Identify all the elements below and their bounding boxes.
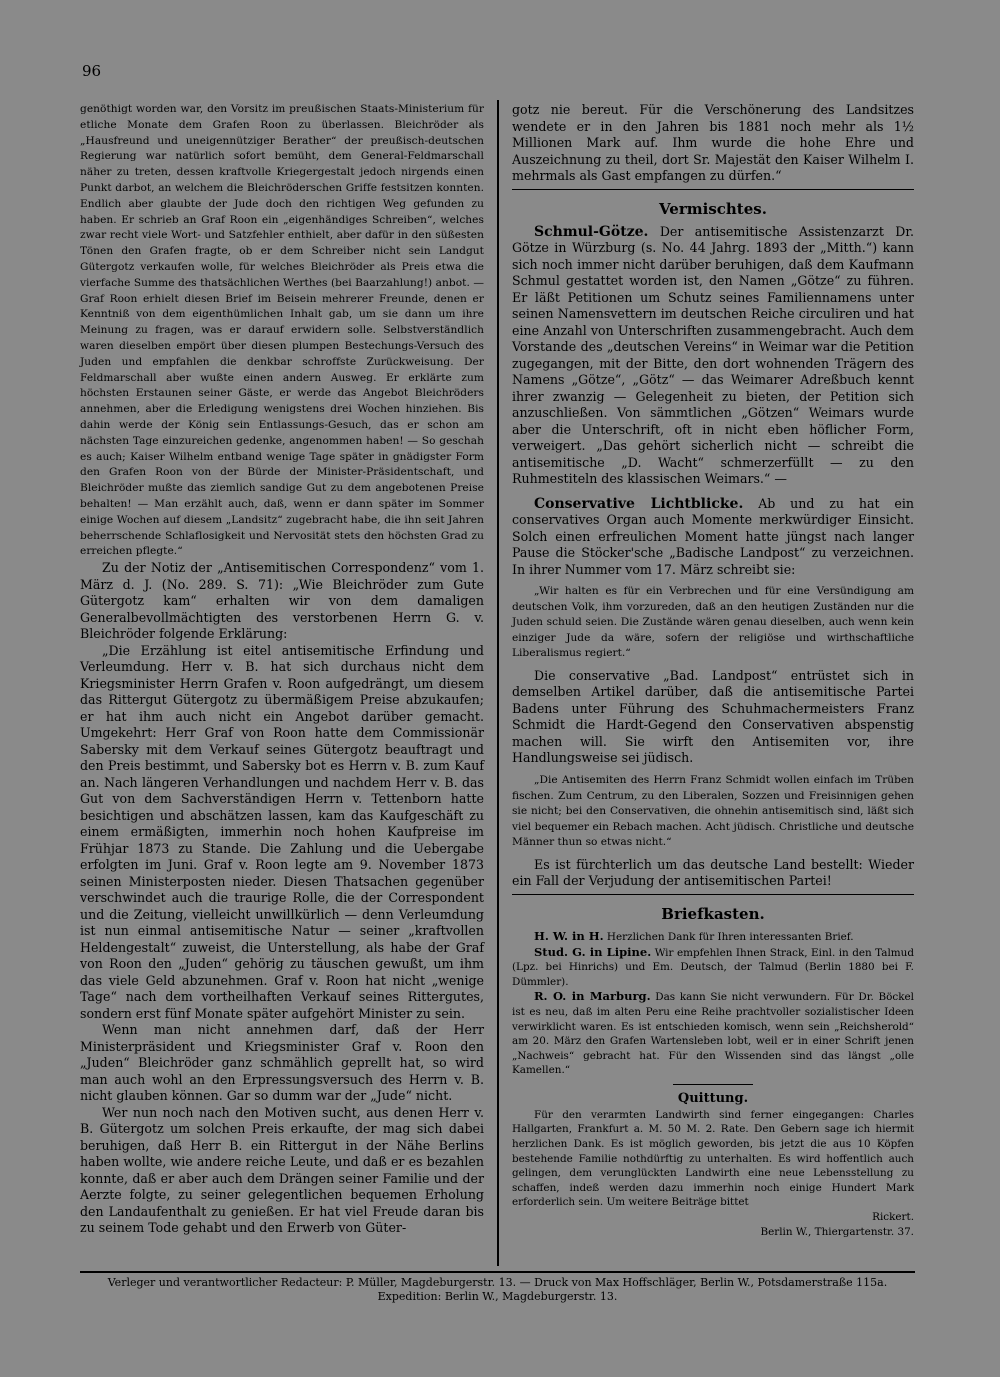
- section-rule: [512, 189, 914, 190]
- quotation: „Die Antisemiten des Herrn Franz Schmidt wollen einfach im Trüben fischen. Zum Centrum, zu den Liberalen, Sozzen und Freisinnigen gehen sie nicht; bei den Conservativen, die ohnehin antisemitisch sind, läßt sich viel bequemer ein Rebach machen. Acht jüdisch. Christliche und deutsche Männer thun so etwas nicht.“: [512, 773, 914, 849]
- letter-text: Herzlichen Dank für Ihren interessanten Brief.: [606, 930, 854, 943]
- imprint-expedition: Expedition: Berlin W., Magdeburgerstr. 13.: [377, 1290, 618, 1303]
- receipt-text: Für den verarmten Landwirth sind ferner eingegangen: Charles Hallgarten, Frankfurt a. M. 50 M. 2. Rate. Den Gebern sage ich hiermit herzlichen Dank. Es ist möglich geworden, bis jetzt die aus 10 Köpfen bestehende Familie nothdürftig zu unterhalten. Es wird hoffentlich auch gelingen, dem verunglückten Landwirth eine neue Lebensstellung zu schaffen, indeß werden dazu immerhin noch einige Hundert Mark erforderlich sein. Um weitere Beiträge bittet: [512, 1108, 914, 1209]
- letter-recipient: R. O. in Marburg.: [534, 989, 651, 1004]
- article-title: Schmul-Götze.: [534, 223, 649, 240]
- letter-text: Wir empfehlen Ihnen Strack, Einl. in den Talmud (Lpz. bei Hinrichs) und Em. Deutsch, der Talmud (Berlin 1880 bei F. Dümmler).: [512, 946, 914, 988]
- imprint: [80, 1276, 915, 1304]
- letter-recipient: Stud. G. in Lipine.: [534, 944, 652, 959]
- imprint-publisher: Verleger und verantwortlicher Redacteur: P. Müller, Magdeburgerstr. 13. — Druck von Max Hoffschläger, Berlin W., Potsdamerstraße 115a.: [107, 1276, 888, 1289]
- page-number: 96: [82, 62, 102, 80]
- letter-entry: [512, 929, 914, 945]
- paragraph: Die conservative „Bad. Landpost“ entrüstet sich in demselben Artikel darüber, daß die antisemitische Partei Badens unter Führung des Schuhmachermeisters Franz Schmidt die Hardt-Gegend den Conservativen abspenstig machen will. Sie wirft den Antisemiten vor, ihre Handlungsweise sei jüdisch.: [512, 667, 914, 766]
- paragraph: „Die Erzählung ist eitel antisemitische Erfindung und Verleumdung. Herr v. B. hat sich durchaus nicht dem Kriegsminister Herrn Grafen v. Roon aufgedrängt, um diesem das Rittergut Gütergotz zu übermäßigem Preise abzukaufen; er hat ihm auch nicht ein Angebot darüber gemacht. Umgekehrt: Herr Graf von Roon hatte dem Commissionär Sabersky mit dem Verkauf seines Gütergotz beauftragt und den Preis bestimmt, und Sabersky bot es Herrn v. B. zum Kauf an. Nach längeren Verhandlungen und nachdem Herr v. B. das Gut von dem Sachverständigen Herrn v. Tettenborn hatte besichtigen und abschätzen lassen, kam das Kaufgeschäft zu einem ermäßigten, immerhin noch hohen Kaufpreise im Frühjar 1873 zu Stande. Die Zahlung und die Uebergabe erfolgten im Juni. Graf v. Roon legte am 9. November 1873 seinen Ministerposten nieder. Diesen Thatsachen gegenüber verschwindet auch die traurige Rolle, die der Correspondent und die Zeitung, vielleicht unwillkürlich — denn Verleumdung ist nun einmal antisemitische Natur — seiner „kraftvollen Heldengestalt“ zuweist, die Unterstellung, als habe der Graf von Roon den „Juden“ gehörig zu täuschen gewußt, um ihm das viele Geld abzunehmen. Graf v. Roon hat nicht „wenige Tage“ nach dem vortheilhaften Verkauf seines Rittergutes, sondern erst fünf Monate später aufgehört Minister zu sein.: [80, 642, 484, 1021]
- paragraph: Es ist fürchterlich um das deutsche Land bestellt: Wieder ein Fall der Verjudung der antisemitischen Partei!: [512, 856, 914, 889]
- paragraph: genöthigt worden war, den Vorsitz im preußischen Staats-Ministerium für etliche Monate dem Grafen Roon zu überlassen. Bleichröder als „Hausfreund und uneigennütziger Berather“ der preußisch-deutschen Regierung war natürlich sofort bemüht, dem General-Feldmarschall näher zu treten, dessen kraftvolle Kriegergestalt jedoch nirgends einen Punkt darbot, an welchem die Bleichröderschen Griffe festsitzen konnten. Endlich aber glaubte der Jude doch den richtigen Weg gefunden zu haben. Er schrieb an Graf Roon ein „eigenhändiges Schreiben“, welches zwar recht viele Wort- und Satzfehler enthielt, aber dafür in den süßesten Tönen den Grafen fragte, ob er dem Schreiber nicht sein Landgut Gütergotz verkaufen wolle, für welches Bleichröder als Preis etwa die vierfache Summe des thatsächlichen Werthes (bei Baarzahlung!) anbot. — Graf Roon erhielt diesen Brief im Beisein mehrerer Freunde, denen er Kenntniß von dem eigenthümlichen Inhalt gab, um sie dann um ihre Meinung zu fragen, was er darauf erwidern solle. Selbstverständlich waren dieselben empört über diesen plumpen Bestechungs-Versuch des Juden und empfahlen die denkbar schroffste Zurückweisung. Der Feldmarschall aber wußte einen andern Ausweg. Er erklärte zum höchsten Erstaunen seiner Gäste, er werde das Angebot Bleichröders annehmen, aber die Erledigung wenigstens drei Wochen hinziehen. Bis dahin werde der König sein Entlassungs-Gesuch, das er schon am nächsten Tage einzureichen gedenke, angenommen haben! — So geschah es auch; Kaiser Wilhelm entband wenige Tage später in gnädigster Form den Grafen Roon von der Bürde der Minister-Präsidentschaft, und Bleichröder mußte das ziemlich sandige Gut zu dem angebotenen Preise behalten! — Man erzählt auch, daß, wenn er dann später im Sommer einige Wochen auf diesem „Landsitz“ zugebracht habe, die ihn seit Jahren beherrschende Schlaflosigkeit und Nervosität stets den höchsten Grad zu erreichen pflegte.“: [80, 103, 484, 558]
- section-heading: Vermischtes.: [659, 199, 767, 218]
- signature-address: Berlin W., Thiergartenstr. 37.: [760, 1225, 914, 1238]
- section-heading: Briefkasten.: [661, 904, 765, 923]
- footer-rule: [80, 1271, 915, 1273]
- article-text: Ab und zu hat ein conservatives Organ auch Momente merkwürdiger Einsicht. Solch einen erfreulichen Moment hatte jüngst nach langer Pause die Stöcker'sche „Badische Landpost“ zu verzeichnen. In ihrer Nummer vom 17. März schreibt sie:: [512, 495, 914, 577]
- left-column: [80, 102, 484, 1237]
- article-title: Conservative Lichtblicke.: [534, 495, 744, 512]
- right-column: [512, 102, 914, 1239]
- letter-recipient: H. W. in H.: [534, 928, 604, 943]
- article-schmul-goetze: [512, 224, 914, 488]
- paragraph: gotz nie bereut. Für die Verschönerung des Landsitzes wendete er in den Jahren bis 1881 noch mehr als 1½ Millionen Mark auf. Ihm wurde die hohe Ehre und Auszeichnung zu theil, dort Sr. Majestät den Kaiser Wilhelm I. mehrmals als Gast empfangen zu dürfen.“: [512, 102, 914, 183]
- column-divider: [497, 100, 499, 1266]
- article-lichtblicke: [512, 496, 914, 579]
- section-rule: [512, 894, 914, 895]
- quotation: „Wir halten es für ein Verbrechen und für eine Versündigung am deutschen Volk, ihm vorzureden, daß an den heutigen Zuständen nur die Juden schuld seien. Die Zustände wären genau dieselben, auch wenn kein einziger Jude da wäre, sofern der religiöse und wirthschaftliche Liberalismus regiert.“: [512, 585, 914, 660]
- letter-entry: [512, 989, 914, 1078]
- short-rule: [673, 1084, 753, 1085]
- letter-entry: [512, 945, 914, 990]
- article-text: Der antisemitische Assistenzarzt Dr. Götze in Würzburg (s. No. 44 Jahrg. 1893 der „Mitth.“) kann sich noch immer nicht darüber beruhigen, daß dem Kaufmann Schmul gestattet worden ist, den Namen „Götze“ zu führen. Er läßt Petitionen um Schutz seines Familiennamens unter seinen Namensvettern im deutschen Reiche circuliren und hat eine Anzahl von Unterschriften zusammengebracht. Auch dem Vorstande des „deutschen Vereins“ in Weimar war die Petition zugegangen, mit der Bitte, den dort wohnenden Trägern des Namens „Götze“, „Götz“ — das Weimarer Adreßbuch kennt ihrer zwanzig — Gelegenheit zu bieten, der Petition sich anzuschließen. Von sämmtlichen „Götzen“ Weimars wurde aber die Unterschrift, oft in nicht eben höflicher Form, verweigert. „Das gehört sicherlich nicht — schreibt die antisemitische „D. Wacht“ schmerzerfüllt — zu den Ruhmestiteln des klassischen Weimars.“ —: [512, 223, 914, 486]
- signature-name: Rickert.: [872, 1211, 914, 1224]
- section-heading: Quittung.: [677, 1090, 749, 1106]
- paragraph: Wenn man nicht annehmen darf, daß der Herr Ministerpräsident und Kriegsminister Graf v. Roon den „Juden“ Bleichröder ganz schmählich geprellt hat, so wird man auch wohl an den Erpressungsversuch des Herrn v. B. nicht glauben können. Gar so dumm war der „Jude“ nicht.: [80, 1022, 484, 1104]
- paragraph: Wer nun noch nach den Motiven sucht, aus denen Herr v. B. Gütergotz um solchen Preis erkaufte, der mag sich dabei beruhigen, daß Herr B. ein Rittergut in der Nähe Berlins haben wollte, wie andere reiche Leute, und daß er es bezahlen konnte, daß er aber auch dem Drängen seiner Familie und der Aerzte folgte, zu seiner gelegentlichen bequemen Erholung den Landaufenthalt zu genießen. Er hat viel Freude daran bis zu seinem Tode gehabt und den Erwerb von Güter-: [80, 1104, 484, 1236]
- paragraph: Zu der Notiz der „Antisemitischen Correspondenz“ vom 1. März d. J. (No. 289. S. 71): „Wie Bleichröder zum Gute Gütergotz kam“ erhalten wir von dem damaligen Generalbevollmächtigten des verstorbenen Herrn G. v. Bleichröder folgende Erklärung:: [80, 560, 484, 642]
- letter-text: Das kann Sie nicht verwundern. Für Dr. Böckel ist es neu, daß im alten Peru eine Reihe prachtvoller sozialistischer Ideen verwirklicht waren. Es ist entschieden komisch, wenn sein „Reichsherold“ am 20. März den Grafen Wartensleben lobt, weil er in einer Schrift jenen „Nachweis“ gebracht hat. Für den Wissenden sind das längst „olle Kamellen.“: [512, 991, 914, 1077]
